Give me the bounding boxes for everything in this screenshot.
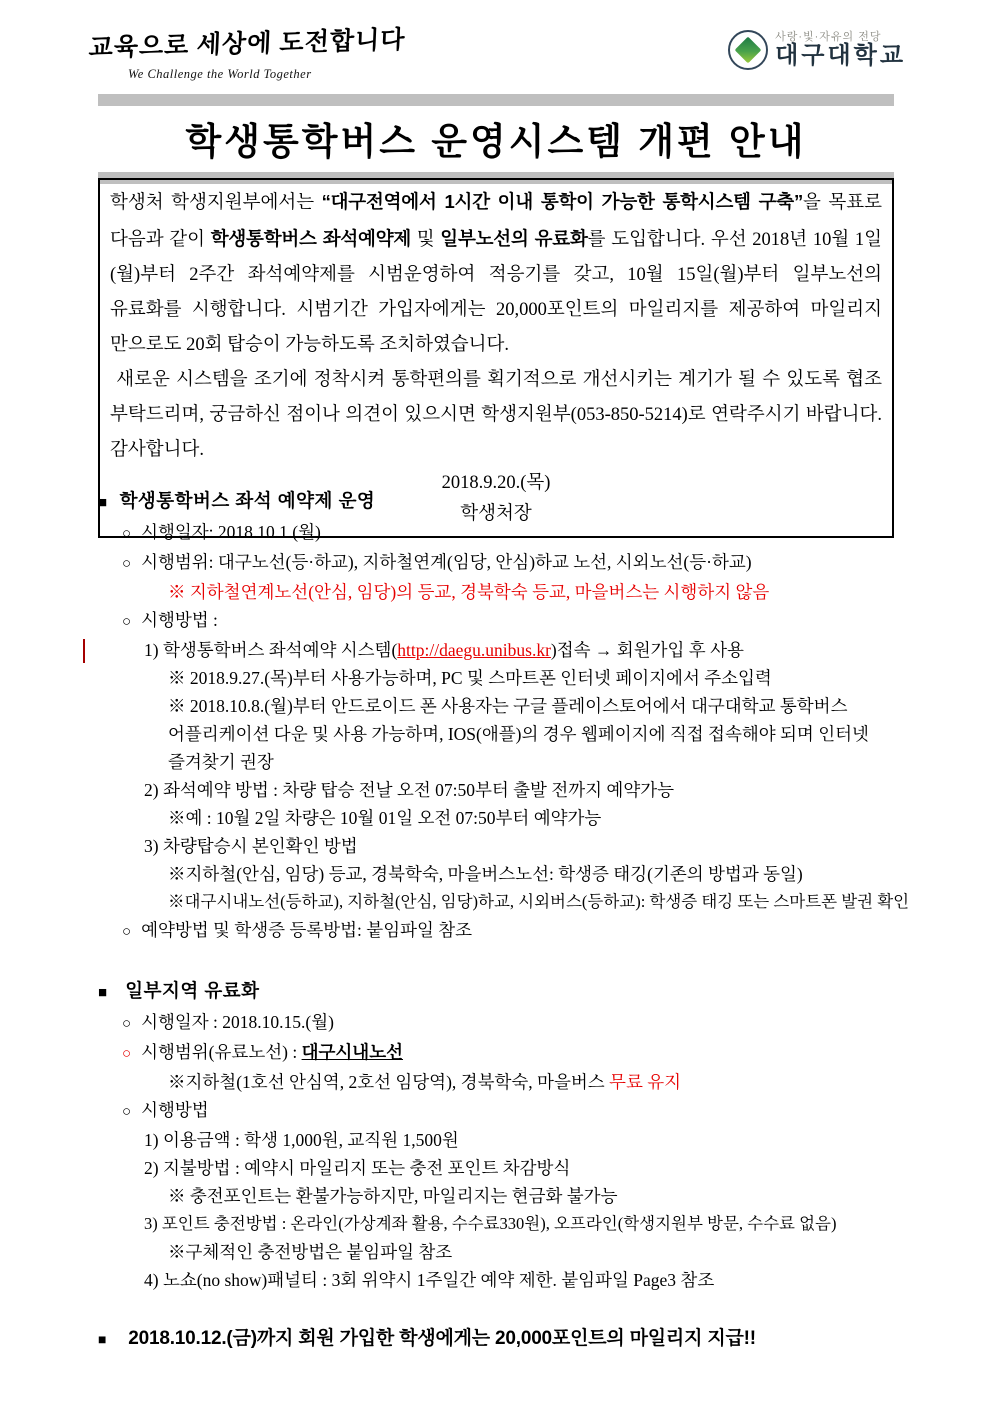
circle-bullet-icon: ○ [122,525,132,542]
scope-exclusion-note: ※ 지하철연계노선(안심, 임당)의 등교, 경북학숙 등교, 마을버스는 시행하지 않음 [168,582,770,602]
fee-item-4: 4) 노쇼(no show)패널티 : 3회 위약시 1주일간 예약 제한. 붙임파일 Page3 참조 [144,1270,715,1290]
footer-highlight [98,1324,910,1354]
page-title: 학생통학버스 운영시스템 개편 안내 [185,121,807,162]
paid-scope-note [98,1068,910,1096]
method-label: 시행방법 : [141,610,218,630]
title-block [98,94,894,184]
circle-bullet-icon: ○ [122,1015,132,1032]
circle-bullet-red-icon: ○ [122,1045,132,1062]
university-emblem-icon [728,30,768,70]
list-item-scope [98,548,910,578]
notice-date: 2018.9.20.(목) [441,473,551,493]
method-1-text-after: )접속 → 회원가입 후 사용 [550,640,744,660]
revision-change-bar [83,639,85,663]
footer-highlight-text: 2018.10.12.(금)까지 회원 가입한 학생에게는 20,000포인트의 마일리지 지급!! [128,1328,756,1349]
free-maintained-text: 무료 유지 [609,1072,682,1092]
fee-item-3: 3) 포인트 충전방법 : 온라인(가상계좌 활용, 수수료330원), 오프라인(학생지원부 방문, 수수료 없음) [144,1214,837,1233]
notice-text: 및 [411,230,441,250]
start-date-2-text: 시행일자 : 2018.10.15.(월) [141,1012,334,1032]
notice-paragraph-2 [110,363,882,468]
notice-paragraph-1 [110,184,882,363]
university-logo-text [775,31,906,69]
section2-heading-text: 일부지역 유료화 [125,980,260,1001]
fee-item-2: 2) 지불방법 : 예약시 마일리지 또는 충전 포인트 차감방식 [144,1158,571,1178]
list-item-paid-scope [98,1038,910,1068]
slogan-english: We Challenge the World Together [128,67,312,81]
paid-scope-note-text: ※지하철(1호선 안심역, 2호선 임당역), 경북학숙, 마을버스 [168,1072,610,1092]
method-3-note-1: ※지하철(안심, 임당) 등교, 경북학숙, 마을버스노선: 학생증 태깅(기존의 방법과 동일) [168,864,803,884]
circle-bullet-icon: ○ [122,1103,132,1120]
university-slogan [88,26,407,82]
method-2-label: 시행방법 [141,1100,209,1120]
reservation-system-link[interactable]: http://daegu.unibus.kr [397,640,551,660]
university-name: 대구대학교 [775,41,906,69]
section-seat-reservation [98,486,910,946]
notice-text: 학생처 학생지원부에서는 [110,193,322,213]
method-item-1 [98,636,910,664]
notice-body [98,486,910,1354]
circle-bullet-icon: ○ [122,555,132,572]
notice-signer: 학생처장 [460,504,532,524]
notice-text: 을 목표로 다음과 같이 [110,193,882,250]
fee-3-note: ※구체적인 충전방법은 붙임파일 참조 [168,1242,453,1262]
notice-paid-emphasis: 일부노선의 유료화 [440,228,588,249]
university-logo [728,30,906,70]
square-bullet-icon: ■ [98,494,108,511]
method-3-note-2: ※대구시내노선(등하교), 지하철(안심, 임당)하교, 시외버스(등하교): 학생증 태깅 또는 스마트폰 발권 확인 [168,892,910,911]
section2-heading [98,976,910,1008]
attachment-ref-text: 예약방법 및 학생증 등록방법: 붙임파일 참조 [141,920,473,940]
slogan-korean: 교육으로 세상에 도전합니다 [88,26,407,63]
list-item-start-date-2 [98,1008,910,1038]
section1-heading [98,486,910,518]
fee-2-note: ※ 충전포인트는 환불가능하지만, 마일리지는 현금화 불가능 [168,1186,618,1206]
emblem-diamond-icon [735,37,762,64]
fee-item-1: 1) 이용금액 : 학생 1,000원, 교직원 1,500원 [144,1130,459,1150]
list-item-attachment [98,916,910,946]
method-2-note: ※예 : 10월 2일 차량은 10월 01일 오전 07:50부터 예약가능 [168,808,602,828]
method-item-3: 3) 차량탑승시 본인확인 방법 [144,836,358,856]
scope-text: 시행범위: 대구노선(등·하교), 지하철연계(임당, 안심)하교 노선, 시외노선(등·하교) [141,552,752,572]
notice-reservation-emphasis: 학생통학버스 좌석예약제 [210,228,412,249]
method-1-note-1: ※ 2018.9.27.(목)부터 사용가능하며, PC 및 스마트폰 인터넷 페이지에서 주소입력 [168,668,772,688]
square-bullet-icon: ■ [98,1331,107,1347]
page-header [88,26,906,88]
university-motto: 사랑·빛·자유의 전당 [775,30,882,43]
title-top-bar [98,94,894,106]
square-bullet-icon: ■ [98,984,108,1001]
notice-text: 를 도입합니다. 우선 2018년 10월 1일(월)부터 2주간 좌석예약제를 시범운영하여 적응기를 갖고, 10월 15일(월)부터 일부노선의 유료화를 시행합니다. 시범기간 가입자에게는 20,000포인트의 마일리지를 제공하여 마일리지 만으로도 20회 탑승이 가능하도록 조치하였습니다. [110,230,882,355]
start-date-text: 시행일자: 2018.10.1.(월) [141,522,321,542]
method-1-note-2: ※ 2018.10.8.(월)부터 안드로이드 폰 사용자는 구글 플레이스토어에서 대구대학교 통학버스 어플리케이션 다운 및 사용 가능하며, IOS(애플)의 경우 웹페이지에 직접 접속해야 되며 인터넷 즐겨찾기 권장 [168,696,869,772]
section1-heading-text: 학생통학버스 좌석 예약제 운영 [119,490,376,511]
list-item-method [98,606,910,636]
circle-bullet-icon: ○ [122,613,132,630]
notice-goal-emphasis: “대구전역에서 1시간 이내 통학이 가능한 통학시스템 구축” [321,191,804,212]
method-item-2: 2) 좌석예약 방법 : 차량 탑승 전날 오전 07:50부터 출발 전까지 예약가능 [144,780,675,800]
list-item-method-2 [98,1096,910,1126]
paid-scope-label: 시행범위(유료노선) : [141,1042,302,1062]
paid-scope-value: 대구시내노선 [301,1042,404,1062]
list-item-start-date [98,518,910,548]
section-paid-routes [98,976,910,1294]
circle-bullet-icon: ○ [122,923,132,940]
notice-text: 새로운 시스템을 조기에 정착시켜 통학편의를 획기적으로 개선시키는 계기가 될 수 있도록 협조 부탁드리며, 궁금하신 점이나 의견이 있으시면 학생지원부(053-850-5214)로 연락주시기 바랍니다. 감사합니다. [110,370,883,460]
method-1-text: 1) 학생통학버스 좌석예약 시스템( [144,640,398,660]
notice-box [98,178,894,538]
